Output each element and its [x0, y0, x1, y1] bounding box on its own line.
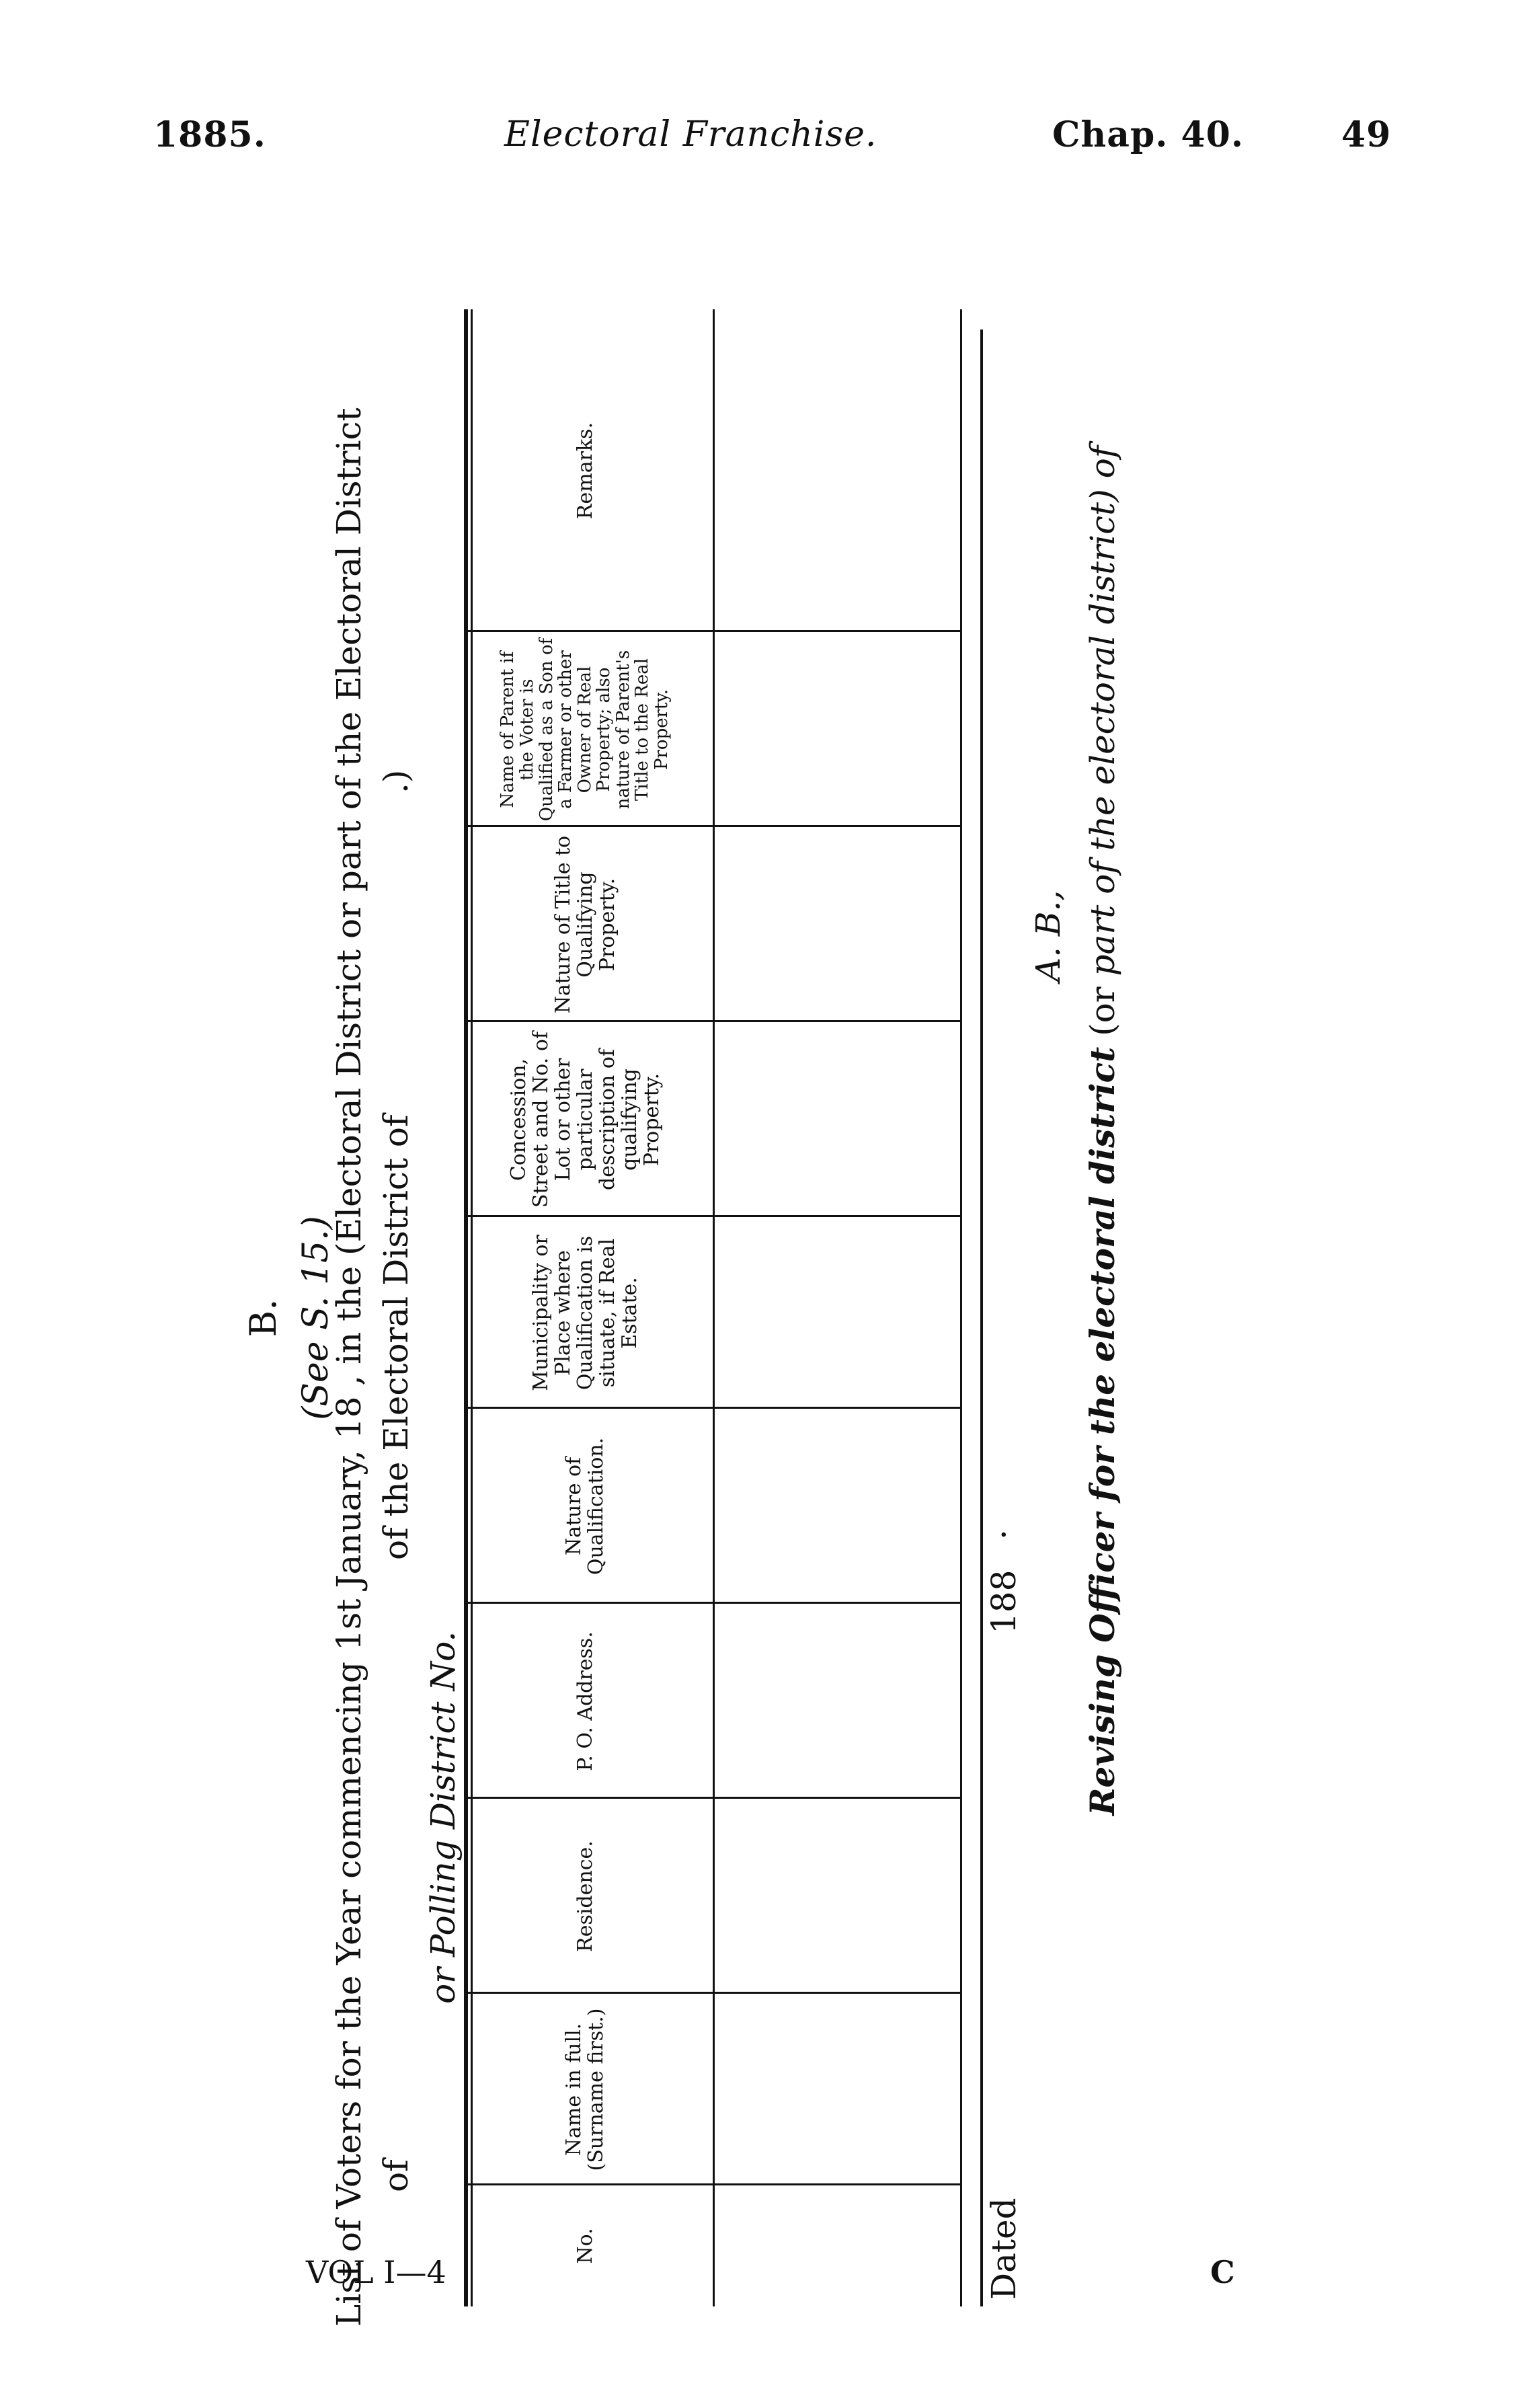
officer-title-plain: (or: [1083, 986, 1122, 1036]
form-title-line-1: List of Voters for the Year commencing 1st January, 18 , in the (Electoral District or part of the Electoral District: [329, 407, 368, 2327]
column-header-residence: Residence.: [573, 1840, 597, 1952]
signature-name: A. B.,: [1029, 890, 1068, 982]
column-header-qualification: Nature of Qualification.: [562, 1437, 608, 1576]
officer-title: [1082, 446, 1122, 1816]
section-reference: (See S. 15.): [296, 1216, 336, 1420]
form-title-of: of: [377, 2159, 416, 2192]
form-title-close: .): [377, 769, 416, 793]
column-header-name: Name in full. (Surname first.): [562, 2008, 608, 2171]
voters-table: [464, 309, 961, 2306]
dated-label: Dated: [984, 2198, 1023, 2300]
rotated-form: [242, 309, 1318, 2327]
date-dot: ·: [984, 1529, 1023, 1540]
chapter-label: Chap. 40.: [1052, 114, 1244, 155]
column-header-municipality: Municipality or Place where Qualification is situate, if Real Estate.: [528, 1235, 641, 1391]
column-header-po-address: P. O. Address.: [573, 1631, 597, 1771]
header-rule: [713, 309, 715, 2306]
officer-title-tail: part of the electoral district) of: [1083, 445, 1122, 976]
column-header-concession: Concession, Street and No. of Lot or other particular description of qualifying Property.: [506, 1031, 664, 1208]
schedule-letter: B.: [242, 1298, 284, 1337]
running-title: Electoral Franchise.: [504, 114, 877, 155]
column-header-no: No.: [573, 2228, 597, 2264]
table-top-rule: [464, 309, 468, 2306]
page-number: 49: [1341, 114, 1392, 155]
date-year: 188: [984, 1569, 1023, 1634]
dated-rule: [980, 329, 983, 2306]
table-bottom-rule: [960, 309, 962, 2306]
column-header-parent: Name of Parent if the Voter is Qualified as a Son of a Farmer or other Owner of Real Property; also nature of Parent's Title to the Real Property.: [498, 637, 672, 822]
volume-mark: VOL I—4: [306, 2254, 446, 2290]
header-year: 1885.: [153, 114, 266, 155]
column-header-title-nature: Nature of Title to Qualifying Property.: [551, 835, 619, 1014]
form-title-line-2: of the Electoral District of: [377, 1114, 416, 1560]
officer-title-bold: Revising Officer for the electoral district: [1082, 1046, 1122, 1816]
column-header-remarks: Remarks.: [573, 422, 597, 520]
signature-mark: C: [1210, 2254, 1235, 2290]
table-top-rule-inner: [471, 309, 473, 2306]
form-title-line-3: or Polling District No.: [424, 1631, 463, 2004]
